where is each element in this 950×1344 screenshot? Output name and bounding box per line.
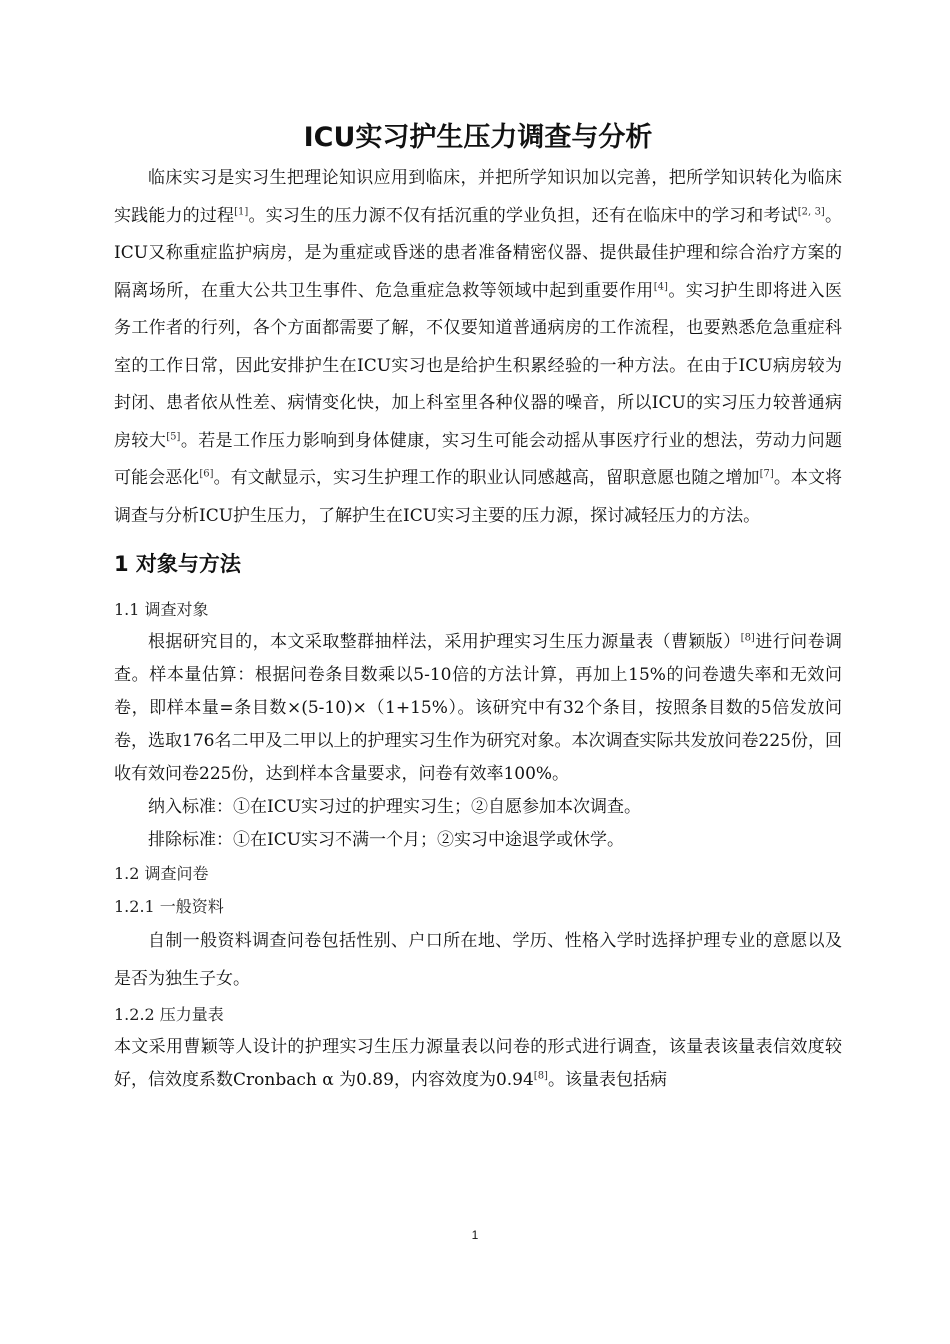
paper-title: ICU实习护生压力调查与分析 — [303, 122, 653, 153]
subsection-heading-1-2-2: 1.2.2 压力量表 — [114, 1005, 224, 1024]
intro-paragraph: 临床实习是实习生把理论知识应用到临床，并把所学知识加以完善，把所学知识转化为临床实践能力的过程[1]。实习生的压力源不仅有括沉重的学业负担，还有在临床中的学习和考试[2, 3]。ICU又称重症监护病房，是为重症或昏迷的患者准备精密仪器、提供最佳护理和综合治疗方案的隔离场所，在重大公共卫生事件、危急重症急救等领域中起到重要作用[4]。实习护生即将进入医务工作者的行列，各个方面都需要了解，不仅要知道普通病房的工作流程，也要熟悉危急重症科室的工作日常，因此安排护生在ICU实习也是给护生积累经验的一种方法。在由于ICU病房较为封闭、患者依从性差、病情变化快，加上科室里各种仪器的噪音，所以ICU的实习压力较普通病房较大[5]。若是工作压力影响到身体健康，实习生可能会动摇从事医疗行业的想法，劳动力问题可能会恶化[6]。有文献显示，实习生护理工作的职业认同感越高，留职意愿也随之增加[7]。本文将调查与分析ICU护生压力，了解护生在ICU实习主要的压力源，探讨减轻压力的方法。 — [114, 168, 843, 526]
inclusion-criteria: 纳入标准：①在ICU实习过的护理实习生；②自愿参加本次调查。 — [148, 797, 642, 817]
citation-8-repeat: [8] — [533, 1070, 548, 1082]
exclusion-criteria: 排除标准：①在ICU实习不满一个月；②实习中途退学或休学。 — [148, 830, 625, 850]
methods-paragraph: 根据研究目的，本文采取整群抽样法，采用护理实习生压力源量表（曹颖版）[8]进行问卷调查。样本量估算：根据问卷条目数乘以5-10倍的方法计算，再加上15%的问卷遗失率和无效问卷，即样本量=条目数×(5-10)×（1+15%）。该研究中有32个条目，按照条目数的5倍发放问卷，选取176名二甲及二甲以上的护理实习生作为研究对象。本次调查实际共发放问卷225份，回收有效问卷225份，达到样本含量要求，问卷有效率100%。 — [114, 632, 843, 784]
subsection-heading-1-2: 1.2 调查问卷 — [114, 864, 209, 883]
citation-1: [1] — [234, 205, 249, 217]
subsection-heading-1-2-1: 1.2.1 一般资料 — [114, 897, 224, 916]
citation-7: [7] — [759, 468, 774, 480]
page-number: 1 — [471, 1228, 479, 1242]
subsection-heading-1-1: 1.1 调查对象 — [114, 600, 209, 619]
section-heading-1: 1 对象与方法 — [114, 552, 241, 576]
citation-6: [6] — [199, 468, 214, 480]
citation-5: [5] — [166, 430, 181, 442]
citation-4: [4] — [653, 280, 668, 292]
citation-8: [8] — [740, 632, 755, 644]
stress-scale-paragraph: 本文采用曹颖等人设计的护理实习生压力源量表以问卷的形式进行调查，该量表该量表信效度较好，信效度系数Cronbach α 为0.89，内容效度为0.94[8]。该量表包括病 — [114, 1037, 842, 1090]
citation-2-3: [2, 3] — [797, 205, 825, 217]
general-info-paragraph: 自制一般资料调查问卷包括性别、户口所在地、学历、性格入学时选择护理专业的意愿以及是否为独生子女。 — [114, 931, 842, 989]
